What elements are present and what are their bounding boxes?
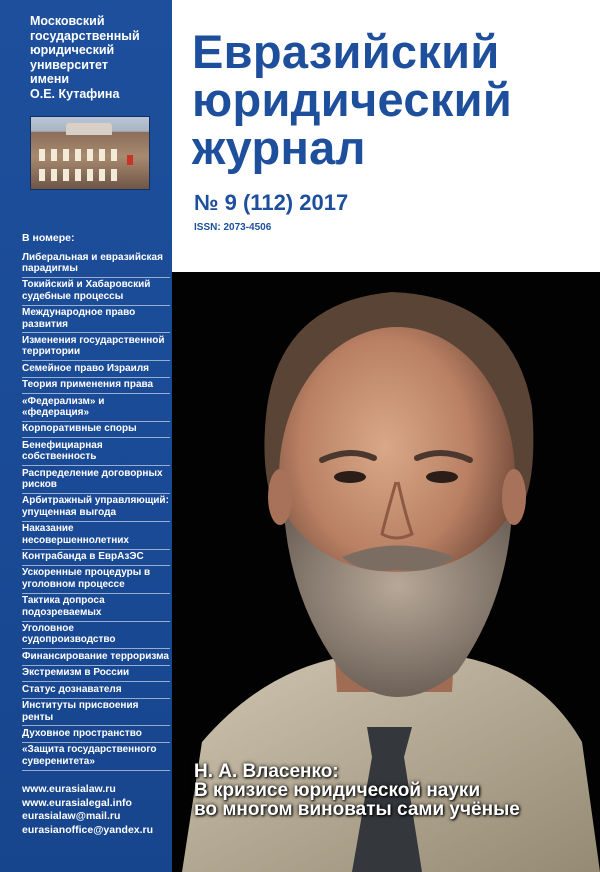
building-roof — [66, 123, 112, 135]
university-line: О.Е. Кутафина — [30, 86, 120, 101]
in-this-issue-heading: В номере: — [22, 232, 75, 244]
email-link[interactable]: eurasialaw@mail.ru — [22, 810, 121, 822]
toc-item: Уголовное судопроизводство — [22, 622, 170, 650]
toc-item: Семейное право Израиля — [22, 361, 170, 377]
building-window — [39, 149, 45, 161]
email-link[interactable]: eurasianoffice@yandex.ru — [22, 823, 154, 836]
issn: ISSN: 2073-4506 — [194, 222, 272, 233]
toc-item: Контрабанда в ЕврАзЭС — [22, 550, 170, 566]
left-eye — [334, 471, 366, 483]
caption-line: В кризисе юридической науки — [194, 780, 481, 801]
university-line: юридический — [30, 43, 115, 57]
toc-item: Корпоративные споры — [22, 422, 170, 438]
toc-item: «Защита государственного суверенитета» — [22, 743, 170, 771]
toc-item: Тактика допроса подозреваемых — [22, 594, 170, 622]
caption-line: во многом виноваты сами учёные — [194, 799, 520, 820]
toc-item: Ускоренные процедуры в уголовном процессе — [22, 566, 170, 594]
building-window — [63, 169, 69, 181]
toc-item: Теория применения права — [22, 378, 170, 394]
building-flag — [127, 155, 133, 165]
journal-title-line: юридический — [192, 73, 513, 126]
university-name — [30, 14, 165, 101]
university-building-photo — [30, 116, 150, 190]
building-window — [51, 149, 57, 161]
building-window — [63, 149, 69, 161]
toc-item: Распределение договорных рисков — [22, 466, 170, 494]
toc-item: Изменения государственной территории — [22, 333, 170, 361]
building-window — [87, 169, 93, 181]
building-window — [51, 169, 57, 181]
table-of-contents — [22, 250, 170, 771]
building-window — [99, 169, 105, 181]
university-line: государственный — [30, 28, 140, 43]
toc-item: Финансирование терроризма — [22, 649, 170, 665]
cover-story-caption — [194, 762, 520, 819]
journal-title-line: журнал — [192, 121, 366, 174]
toc-item: Бенефициарная собственность — [22, 438, 170, 466]
journal-title — [192, 25, 513, 174]
building-window — [99, 149, 105, 161]
building-window — [39, 169, 45, 181]
toc-item: Либеральная и евразийская парадигмы — [22, 250, 170, 278]
toc-item: Токийский и Хабаровский судебные процессы — [22, 278, 170, 306]
website-link[interactable]: www.eurasialaw.ru — [22, 783, 116, 795]
building-window — [87, 149, 93, 161]
building-window — [75, 149, 81, 161]
toc-item: Международное право развития — [22, 306, 170, 334]
masthead — [172, 0, 600, 272]
left-sidebar — [0, 0, 172, 872]
building-window — [75, 169, 81, 181]
right-eye — [426, 471, 458, 483]
building-window — [111, 169, 117, 181]
caption-line: Н. А. Власенко: — [194, 761, 339, 782]
toc-item: Наказание несовершеннолетних — [22, 522, 170, 550]
university-line: университет — [30, 57, 108, 72]
university-line: имени — [30, 72, 70, 86]
contacts — [22, 783, 153, 837]
issue-number: № 9 (112) 2017 — [194, 190, 349, 215]
toc-item: Экстремизм в России — [22, 666, 170, 682]
website-link[interactable]: www.eurasialegal.info — [22, 796, 132, 809]
right-ear — [502, 469, 526, 525]
left-ear — [268, 469, 292, 525]
toc-item: «Федерализм» и «федерация» — [22, 394, 170, 422]
journal-title-line: Евразийский — [192, 25, 500, 78]
cover-photo — [172, 272, 600, 872]
toc-item: Духовное пространство — [22, 726, 170, 742]
building-window — [111, 149, 117, 161]
toc-item: Арбитражный управляющий: упущенная выгода — [22, 494, 170, 522]
university-line: Московский — [30, 14, 105, 28]
toc-item: Статус дознавателя — [22, 682, 170, 698]
toc-item: Институты присвоения ренты — [22, 699, 170, 727]
